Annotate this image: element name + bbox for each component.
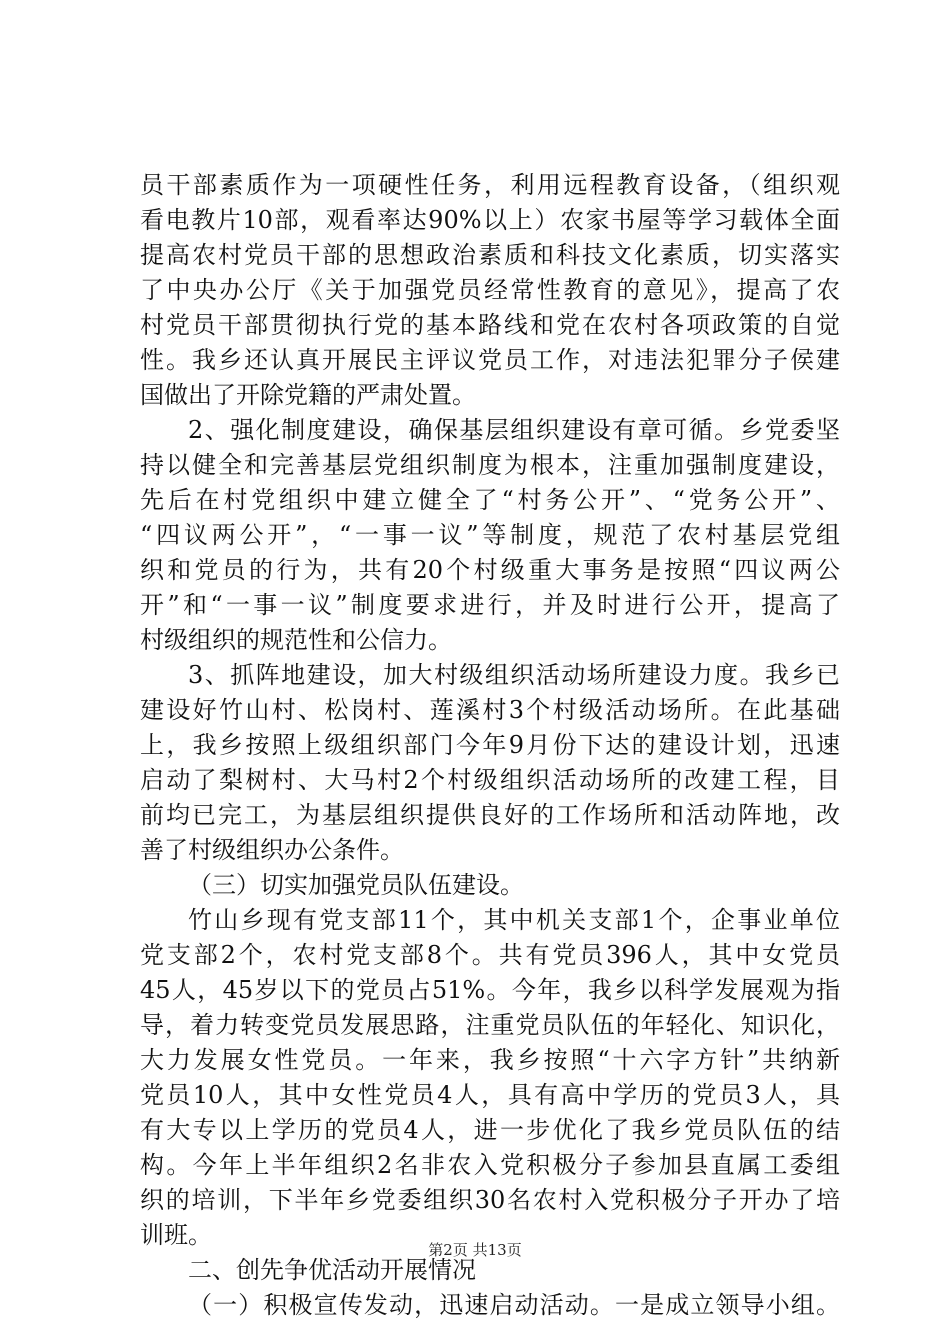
section-heading: 二、创先争优活动开展情况 xyxy=(188,1256,476,1284)
paragraph-line: “四议两公开”，“一事一议”等制度，规范了农村基层党组 xyxy=(140,521,840,549)
paragraph-line: 了中央办公厅《关于加强党员经常性教育的意见》，提高了农 xyxy=(140,276,840,304)
document-body xyxy=(140,168,840,1323)
paragraph-line: 2、强化制度建设，确保基层组织建设有章可循。乡党委坚 xyxy=(188,416,840,444)
paragraph-line: 导，着力转变党员发展思路，注重党员队伍的年轻化、知识化， xyxy=(140,1011,840,1039)
paragraph-line: 大力发展女性党员。一年来，我乡按照“十六字方针”共纳新 xyxy=(140,1046,840,1074)
paragraph-line: 党员10人，其中女性党员4人，具有高中学历的党员3人，具 xyxy=(140,1081,840,1109)
paragraph-line: 训班。 xyxy=(140,1221,212,1249)
paragraph-line: 看电教片10部，观看率达90%以上）农家书屋等学习载体全面 xyxy=(140,206,840,234)
paragraph-line: 上，我乡按照上级组织部门今年9月份下达的建设计划，迅速 xyxy=(140,731,840,759)
paragraph-line: 建设好竹山村、松岗村、莲溪村3个村级活动场所。在此基础 xyxy=(140,696,840,724)
paragraph-line: 善了村级组织办公条件。 xyxy=(140,836,404,864)
page-number-footer: 第2页 共13页 xyxy=(428,1241,522,1259)
paragraph-line: 织和党员的行为，共有20个村级重大事务是按照“四议两公 xyxy=(140,556,840,584)
paragraph-line: 有大专以上学历的党员4人，进一步优化了我乡党员队伍的结 xyxy=(140,1116,840,1144)
section-heading: （三）切实加强党员队伍建设。 xyxy=(188,871,524,899)
paragraph-line: 村党员干部贯彻执行党的基本路线和党在农村各项政策的自觉 xyxy=(140,311,840,339)
paragraph-line: 国做出了开除党籍的严肃处置。 xyxy=(140,381,476,409)
paragraph-line: 持以健全和完善基层党组织制度为根本，注重加强制度建设， xyxy=(140,451,840,479)
paragraph-line: 构。今年上半年组织2名非农入党积极分子参加县直属工委组 xyxy=(140,1151,840,1179)
paragraph-line: 提高农村党员干部的思想政治素质和科技文化素质，切实落实 xyxy=(140,241,840,269)
paragraph-line: 3、抓阵地建设，加大村级组织活动场所建设力度。我乡已 xyxy=(188,661,840,689)
paragraph-line: 织的培训，下半年乡党委组织30名农村入党积极分子开办了培 xyxy=(140,1186,840,1214)
paragraph-line: 启动了梨树村、大马村2个村级组织活动场所的改建工程，目 xyxy=(140,766,840,794)
paragraph-line: 竹山乡现有党支部11个，其中机关支部1个，企事业单位 xyxy=(188,906,840,934)
paragraph-line: 员干部素质作为一项硬性任务，利用远程教育设备，（组织观 xyxy=(140,171,840,199)
paragraph-line: 45人，45岁以下的党员占51%。今年，我乡以科学发展观为指 xyxy=(140,976,840,1004)
paragraph-line: 前均已完工，为基层组织提供良好的工作场所和活动阵地，改 xyxy=(140,801,840,829)
paragraph-line: 性。我乡还认真开展民主评议党员工作，对违法犯罪分子侯建 xyxy=(140,346,840,374)
paragraph-line: （一）积极宣传发动，迅速启动活动。一是成立领导小组。 xyxy=(188,1291,840,1319)
paragraph-line: 先后在村党组织中建立健全了“村务公开”、“党务公开”、 xyxy=(140,486,840,514)
paragraph-line: 党支部2个，农村党支部8个。共有党员396人，其中女党员 xyxy=(140,941,840,969)
paragraph-line: 村级组织的规范性和公信力。 xyxy=(140,626,452,654)
paragraph-line: 开”和“一事一议”制度要求进行，并及时进行公开，提高了 xyxy=(140,591,840,619)
